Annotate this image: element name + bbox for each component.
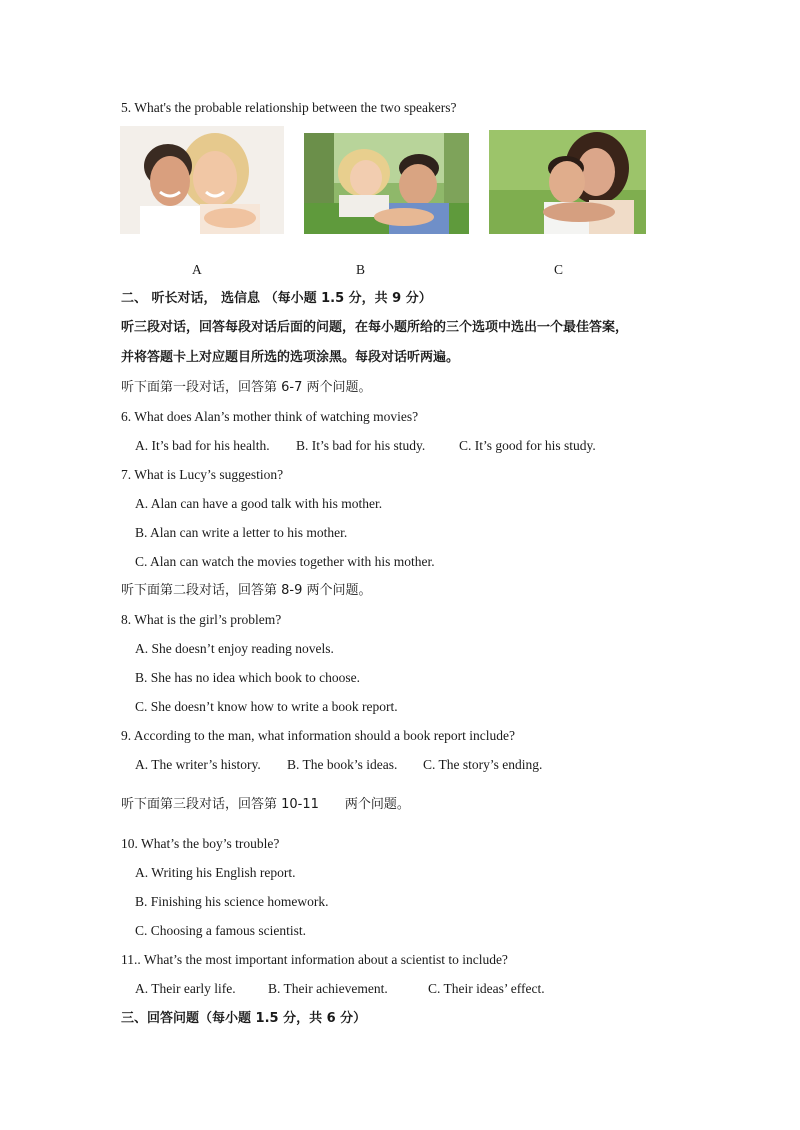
question-8-option-a: A. She doesn’t enjoy reading novels. bbox=[135, 641, 334, 656]
dialogue-2-intro: 听下面第二段对话，回答第 8-9 两个问题。 bbox=[121, 583, 372, 598]
question-8-option-b: B. She has no idea which book to choose. bbox=[135, 670, 360, 685]
option-b: B. Their achievement. bbox=[268, 981, 388, 996]
question-10: 10. What’s the boy’s trouble? bbox=[121, 836, 280, 851]
question-7-option-b: B. Alan can write a letter to his mother. bbox=[135, 525, 348, 540]
dialogue-3-intro: 听下面第三段对话，回答第 10-11 两个问题。 bbox=[121, 797, 410, 812]
section-2-heading: 二、 听长对话， 选信息 （每小题 1.5 分，共 9 分） bbox=[121, 291, 432, 306]
option-a: A. The writer’s history. bbox=[135, 757, 261, 772]
photo-option-c-mother-son bbox=[489, 130, 646, 234]
dialogue-1-intro: 听下面第一段对话，回答第 6-7 两个问题。 bbox=[121, 380, 372, 395]
question-7-option-c: C. Alan can watch the movies together with his mother. bbox=[135, 554, 435, 569]
question-10-option-a: A. Writing his English report. bbox=[135, 865, 296, 880]
question-8: 8. What is the girl’s problem? bbox=[121, 612, 282, 627]
question-6: 6. What does Alan’s mother think of watching movies? bbox=[121, 409, 419, 424]
section-2-instruction-1: 听三段对话，回答每段对话后面的问题，在每小题所给的三个选项中选出一个最佳答案， bbox=[121, 320, 629, 335]
section-3-heading: 三、回答问题（每小题 1.5 分，共 6 分） bbox=[121, 1011, 367, 1026]
option-c: C. Their ideas’ effect. bbox=[428, 981, 545, 996]
option-c: C. It’s good for his study. bbox=[459, 438, 596, 453]
question-10-option-b: B. Finishing his science homework. bbox=[135, 894, 329, 909]
question-11-options bbox=[135, 981, 545, 997]
photo-option-a-couple bbox=[120, 126, 284, 234]
option-a: A. Their early life. bbox=[135, 981, 236, 996]
option-c: C. The story’s ending. bbox=[423, 757, 543, 772]
question-7-option-a: A. Alan can have a good talk with his mother. bbox=[135, 496, 383, 511]
option-a: A. It’s bad for his health. bbox=[135, 438, 270, 453]
question-9-options bbox=[135, 757, 542, 773]
question-7: 7. What is Lucy’s suggestion? bbox=[121, 467, 284, 482]
question-9: 9. According to the man, what information should a book report include? bbox=[121, 728, 516, 743]
photo-label-b: B bbox=[356, 262, 366, 277]
option-b: B. The book’s ideas. bbox=[287, 757, 398, 772]
photo-label-a: A bbox=[192, 262, 202, 277]
photo-option-b-father-daughter bbox=[304, 133, 469, 234]
photo-label-c: C bbox=[554, 262, 564, 277]
question-5: 5. What's the probable relationship between the two speakers? bbox=[121, 100, 457, 115]
question-11: 11.. What’s the most important information about a scientist to include? bbox=[121, 952, 508, 967]
section-2-instruction-2: 并将答题卡上对应题目所选的选项涂黑。每段对话听两遍。 bbox=[121, 350, 460, 365]
question-6-options bbox=[135, 438, 596, 454]
option-b: B. It’s bad for his study. bbox=[296, 438, 426, 453]
question-8-option-c: C. She doesn’t know how to write a book report. bbox=[135, 699, 398, 714]
question-10-option-c: C. Choosing a famous scientist. bbox=[135, 923, 306, 938]
